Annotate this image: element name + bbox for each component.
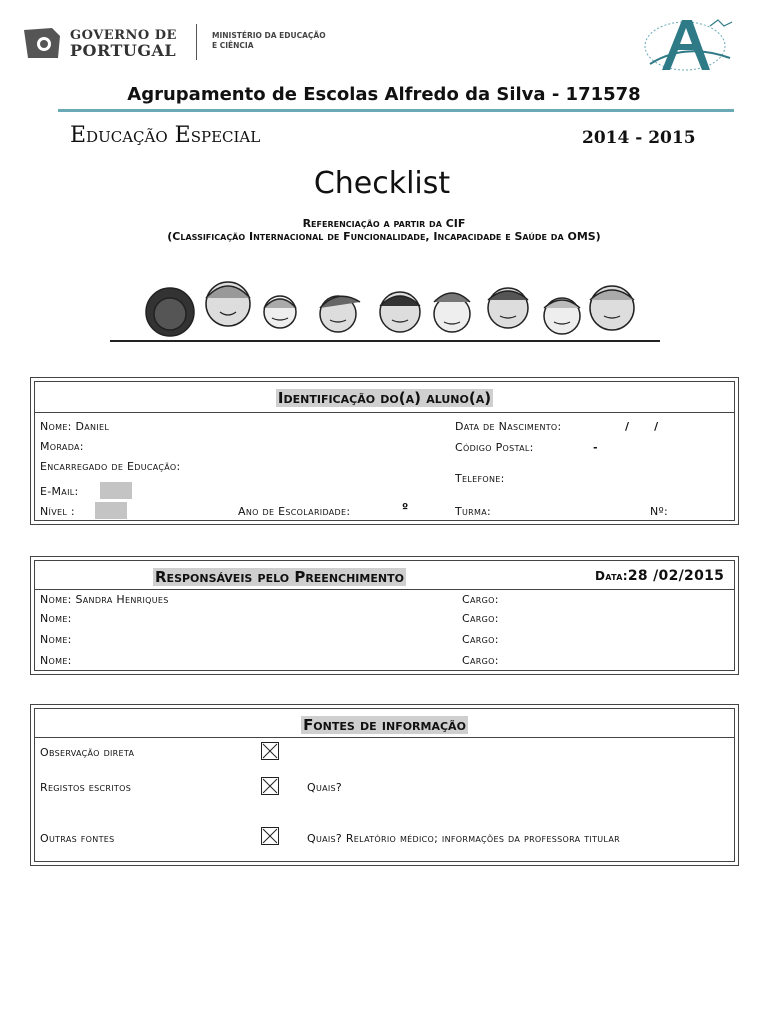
portugal-shield-icon [22, 26, 62, 60]
fontes-section [30, 704, 739, 866]
fonte-checkbox-1[interactable] [261, 742, 279, 760]
morada-label: Morada: [40, 440, 84, 453]
data-value: 28 /02/2015 [627, 568, 725, 584]
responsaveis-section [30, 556, 739, 675]
reference-line-1: Referenciação a partir da CIF [302, 217, 466, 230]
fonte-checkbox-3[interactable] [261, 827, 279, 845]
encarregado-label: Encarregado de Educação: [40, 460, 181, 473]
responsaveis-inner [34, 560, 735, 671]
data-label: Data: [595, 569, 628, 583]
responsavel-nome-1: Nome: Sandra Henriques [40, 593, 169, 606]
fonte-label-1: Observação direta [40, 746, 135, 759]
responsavel-nome-4: Nome: [40, 654, 72, 667]
fonte-quais-2: Quais? [307, 781, 343, 794]
fontes-title: Fontes de informação [303, 716, 466, 734]
nascimento-value: / / [625, 420, 659, 433]
gov-line2: PORTUGAL [70, 41, 177, 60]
responsavel-cargo-2: Cargo: [462, 612, 499, 625]
school-name: Agrupamento de Escolas Alfredo da Silva - 171578 [127, 84, 641, 105]
student-identification-title-wrap [35, 388, 734, 407]
fonte-quais-3: Quais? Relatório médico; informações da professora titular [307, 832, 620, 845]
email-field[interactable] [100, 482, 132, 499]
fontes-inner [34, 708, 735, 862]
nivel-label: Nível : [40, 505, 75, 518]
checkbox-cross-icon [262, 778, 278, 794]
children-illustration-icon [110, 272, 660, 344]
header-divider [196, 24, 197, 60]
responsavel-cargo-1: Cargo: [462, 593, 499, 606]
student-identification-section [30, 377, 739, 525]
student-identification-header [35, 382, 734, 413]
fontes-title-wrap [35, 715, 734, 734]
data-preenchimento [595, 568, 724, 584]
responsaveis-title-wrap [153, 567, 406, 586]
ministry-line2: E CIÊNCIA [212, 41, 254, 50]
ano-label: Ano de Escolaridade: [238, 505, 351, 518]
checkbox-cross-icon [262, 828, 278, 844]
document-title: Checklist [313, 166, 451, 201]
nascimento-label: Data de Nascimento: [455, 420, 562, 433]
header-rule [58, 109, 734, 112]
school-logo-icon [640, 14, 738, 74]
responsavel-nome-3: Nome: [40, 633, 72, 646]
telefone-label: Telefone: [455, 472, 505, 485]
codigo-postal-label: Código Postal: [455, 441, 534, 454]
checkbox-cross-icon [262, 743, 278, 759]
fonte-checkbox-2[interactable] [261, 777, 279, 795]
ministry-name [212, 31, 326, 51]
responsavel-cargo-4: Cargo: [462, 654, 499, 667]
gov-line1: GOVERNO DE [70, 28, 177, 43]
government-logo [22, 26, 192, 62]
section-title: Educação Especial [70, 123, 261, 148]
ministry-line1: MINISTÉRIO DA EDUCAÇÃO [212, 31, 326, 40]
fontes-header [35, 709, 734, 738]
turma-label: Turma: [455, 505, 492, 518]
student-identification-title: Identificação do(a) aluno(a) [277, 389, 492, 407]
codigo-postal-value: - [593, 441, 598, 454]
fonte-label-2: Registos escritos [40, 781, 132, 794]
illustration-baseline [110, 340, 660, 342]
ano-value: º [402, 501, 409, 514]
school-year: 2014 - 2015 [582, 128, 696, 148]
nivel-field[interactable] [95, 502, 127, 519]
email-label: E-Mail: [40, 485, 79, 498]
responsaveis-header [35, 561, 734, 590]
responsavel-cargo-3: Cargo: [462, 633, 499, 646]
responsaveis-title: Responsáveis pelo Preenchimento [155, 568, 404, 586]
reference-line-2: (Classificação Internacional de Funcionalidade, Incapacidade e Saúde da OMS) [167, 230, 601, 243]
nome-label: Nome: Daniel [40, 420, 110, 433]
fonte-label-3: Outras fontes [40, 832, 115, 845]
responsavel-nome-2: Nome: [40, 612, 72, 625]
numero-label: Nº: [650, 505, 669, 518]
student-identification-inner [34, 381, 735, 521]
